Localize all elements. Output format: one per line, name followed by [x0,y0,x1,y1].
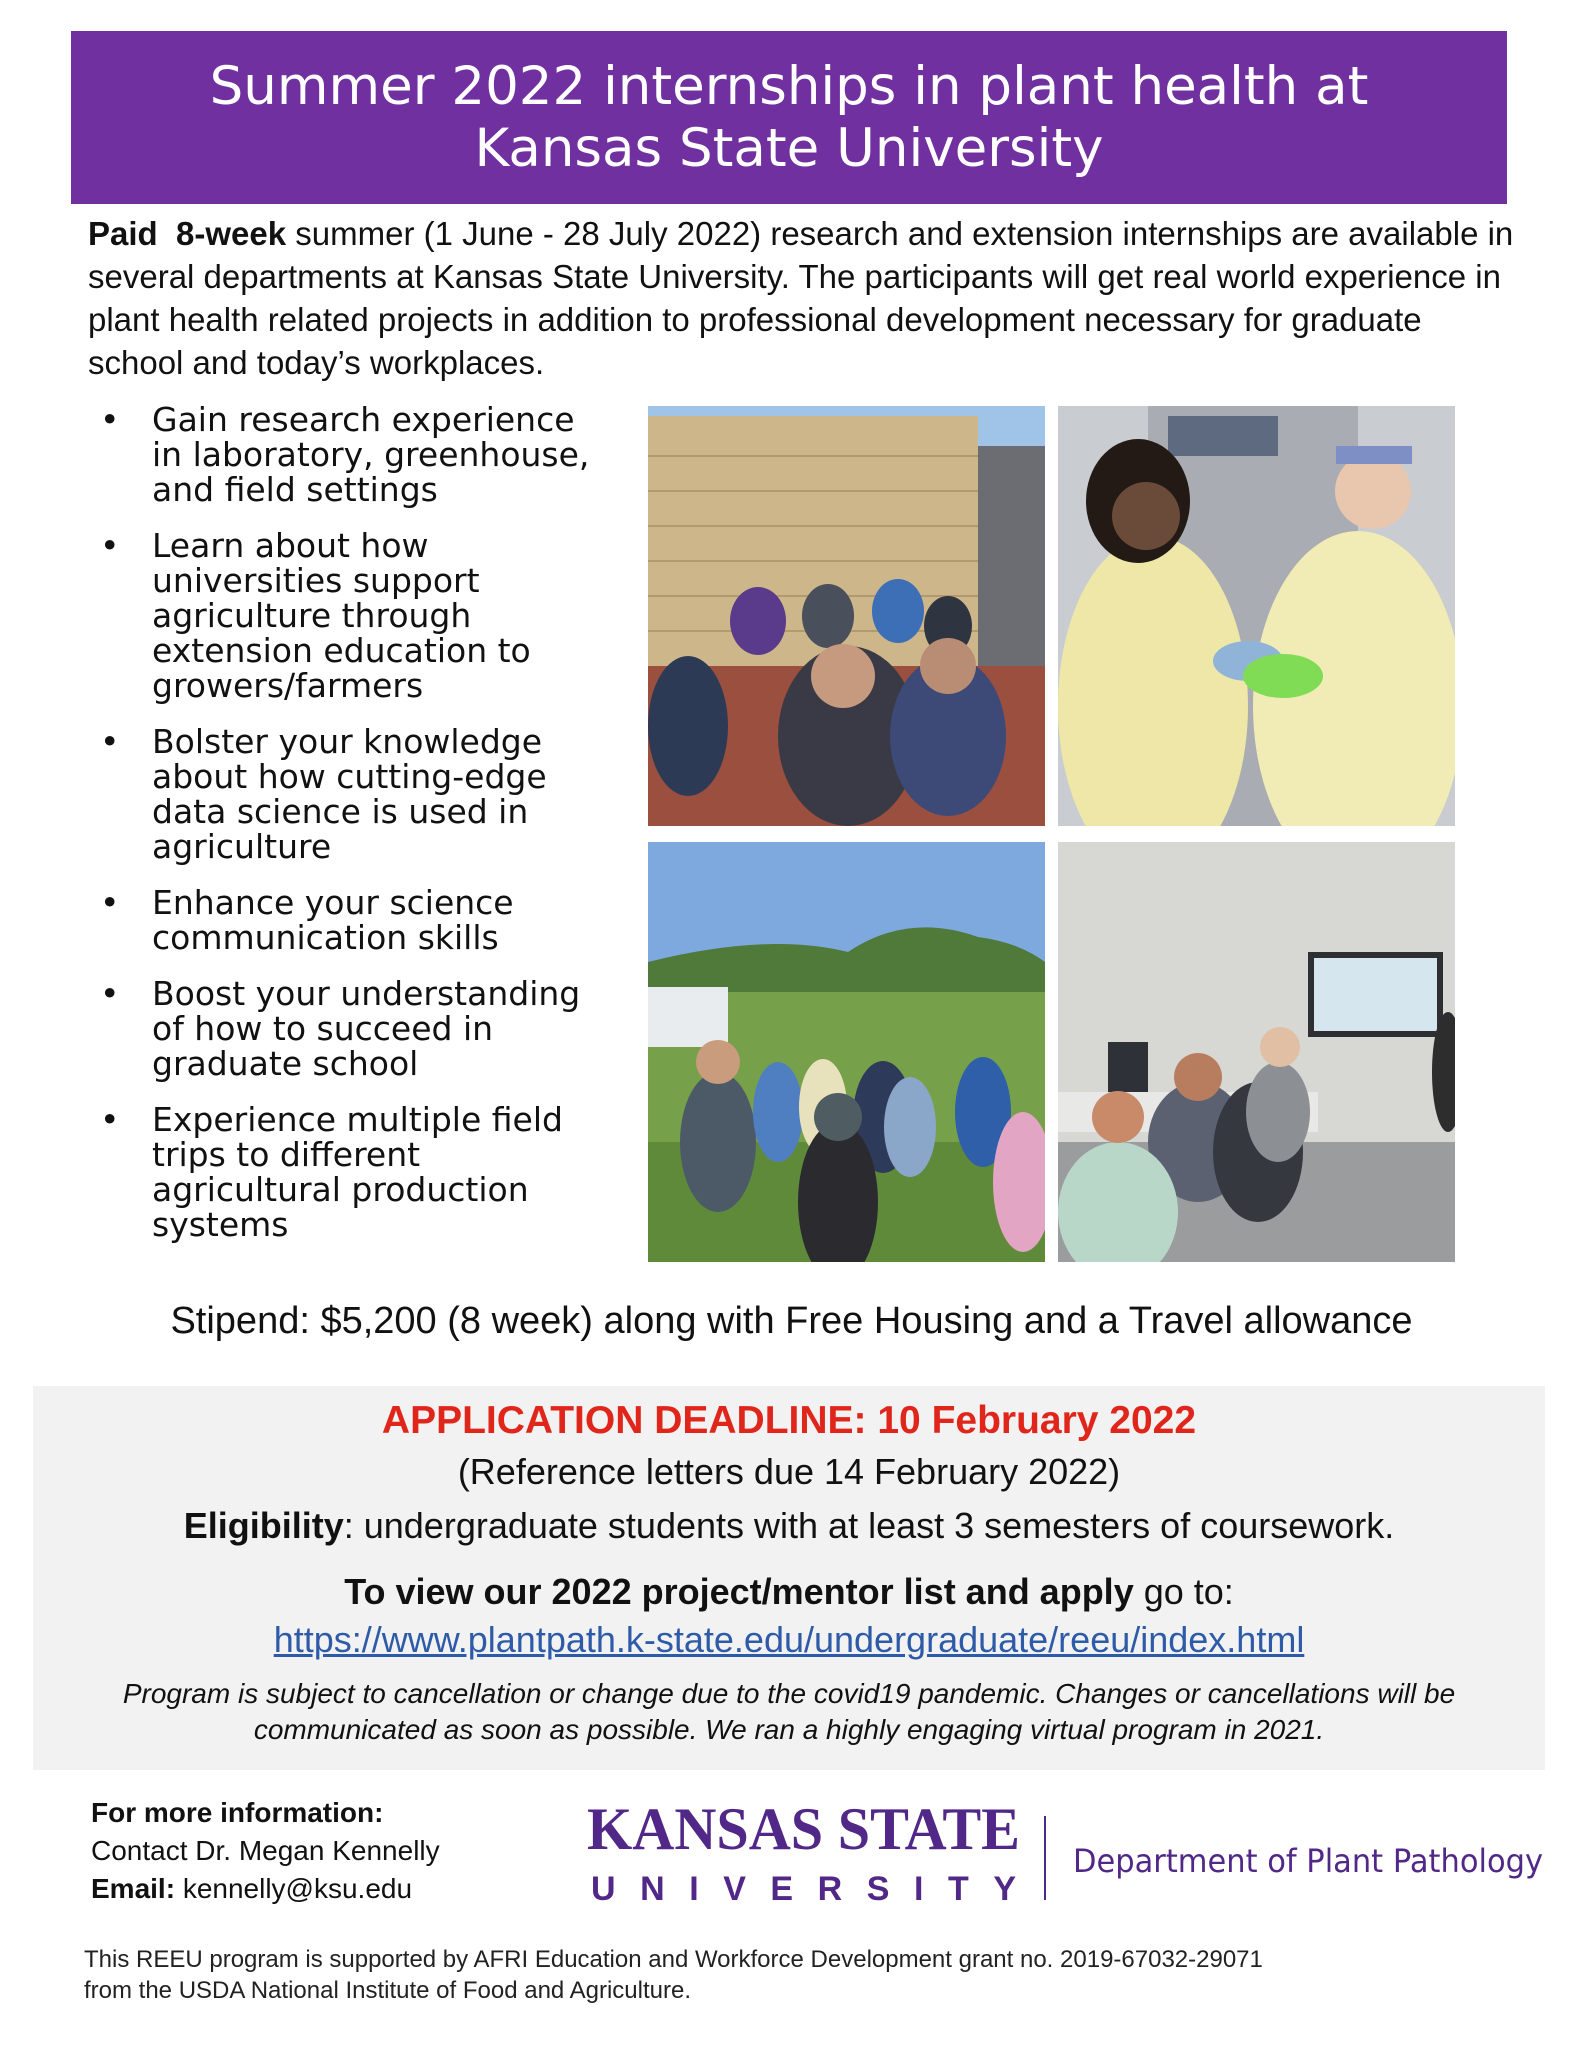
footer-line-1: This REEU program is supported by AFRI Education and Workforce Development grant no. 2019-67032-29071 [84,1946,1263,1973]
logo-divider [1044,1816,1046,1900]
benefit-line: Bolster your knowledge [152,722,543,761]
benefit-item [100,724,640,864]
intro-paragraph [88,212,1518,384]
bullet-icon: • [100,722,120,761]
contact-email[interactable]: kennelly@ksu.edu [182,1873,413,1904]
benefit-line: data science is used in [152,792,529,831]
apply-instructions-bold: To view our 2022 project/mentor list and apply [344,1571,1134,1612]
eligibility-text: : undergraduate students with at least 3 semesters of coursework. [343,1505,1395,1546]
benefit-line: universities support [152,561,480,600]
application-link[interactable]: https://www.plantpath.k-state.edu/undergraduate/reeu/index.html [273,1619,1305,1660]
benefit-line: agricultural production [152,1170,529,1209]
contact-person: Contact Dr. Megan Kennelly [91,1835,440,1866]
bullet-icon: • [100,400,120,439]
contact-heading: For more information: [91,1797,384,1828]
bullet-icon: • [100,526,120,565]
intro-duration: 8-week [176,215,287,252]
title-line-2: Kansas State University [474,117,1104,179]
apply-instructions [33,1570,1545,1614]
benefit-line: trips to different [152,1135,421,1174]
benefit-line: agriculture through [152,596,472,635]
logo-kansas-state: KANSAS STATE [587,1796,1020,1862]
benefit-line: systems [152,1205,289,1244]
benefit-line: communication skills [152,918,499,957]
kstate-logo [587,1792,1547,1912]
title-line-1: Summer 2022 internships in plant health at [209,55,1369,117]
application-box [33,1386,1545,1770]
benefit-line: of how to succeed in [152,1009,494,1048]
email-label: Email: [91,1873,176,1904]
logo-department: Department of Plant Pathology [1073,1842,1543,1880]
covid-note [33,1676,1545,1748]
benefit-line: graduate school [152,1044,419,1083]
benefit-line: agriculture [152,827,332,866]
contact-info [91,1794,440,1908]
application-deadline: APPLICATION DEADLINE: 10 February 2022 [381,1399,1197,1442]
benefit-item [100,976,640,1081]
benefit-item [100,885,640,955]
reference-letters-deadline: (Reference letters due 14 February 2022) [457,1451,1121,1492]
funding-footer [84,1944,1384,2006]
bullet-icon: • [100,883,120,922]
benefit-line: Learn about how [152,526,429,565]
benefit-item [100,1102,640,1242]
benefit-line: and field settings [152,470,438,509]
title-banner [71,31,1507,204]
covid-note-line-2: communicated as soon as possible. We ran a highly engaging virtual program in 2021. [253,1714,1325,1745]
photo-lab-gowns [1058,406,1455,826]
benefit-line: Gain research experience [152,400,575,439]
benefit-item [100,402,640,507]
benefit-line: about how cutting-edge [152,757,547,796]
apply-instructions-rest: go to: [1133,1571,1234,1612]
benefit-line: Boost your understanding [152,974,581,1013]
logo-university: UNIVERSITY [591,1870,1016,1908]
intro-text: summer (1 June - 28 July 2022) research and extension internships are available in several departments at Kansas State University. The participants will get real world experience in plant health related projects in addition to professional development necessary for graduate school and today’s workplaces. [88,215,1514,381]
photo-students-outdoor-sitting [648,406,1045,826]
benefit-line: in laboratory, greenhouse, [152,435,590,474]
benefits-list [100,402,640,1263]
benefit-line: growers/farmers [152,666,424,705]
photo-field-trip [648,842,1045,1262]
bullet-icon: • [100,974,120,1013]
benefit-line: extension education to [152,631,531,670]
eligibility-label: Eligibility [183,1505,344,1546]
photo-computer-classroom [1058,842,1455,1262]
stipend-text: Stipend: $5,200 (8 week) along with Free Housing and a Travel allowance [170,1300,1413,1342]
benefit-line: Enhance your science [152,883,514,922]
intro-paid: Paid [88,215,158,252]
benefit-item [100,528,640,703]
benefit-line: Experience multiple field [152,1100,563,1139]
footer-line-2: from the USDA National Institute of Food and Agriculture. [84,1977,691,2004]
covid-note-line-1: Program is subject to cancellation or change due to the covid19 pandemic. Changes or cancellations will be [122,1678,1456,1709]
eligibility-line [33,1504,1545,1548]
bullet-icon: • [100,1100,120,1139]
